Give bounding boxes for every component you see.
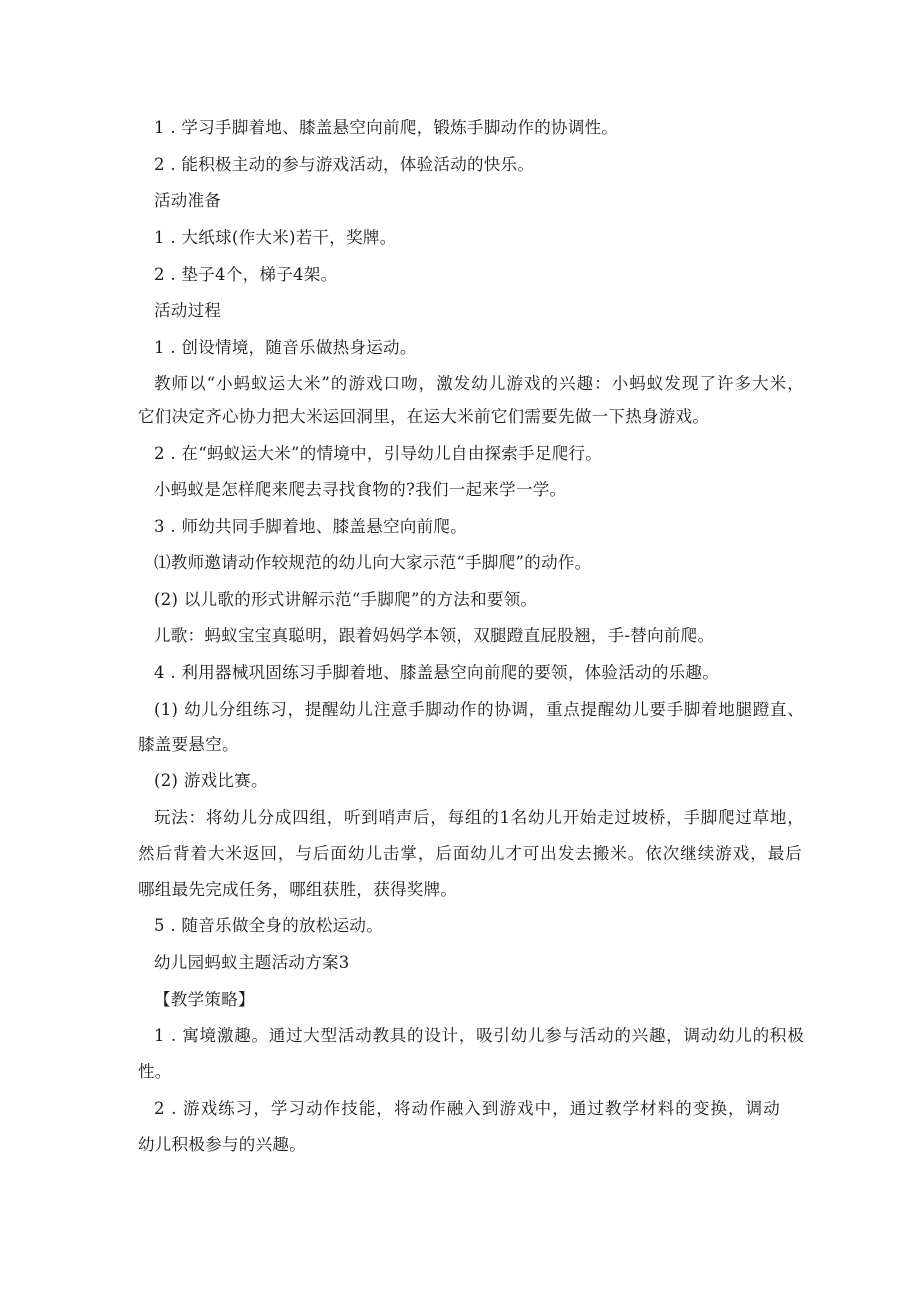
process-step-3: 3 . 师幼共同手脚着地、膝盖悬空向前爬。 — [154, 517, 468, 536]
paragraph-line: 性。 — [138, 1062, 172, 1081]
strategy-2: 2 . 游戏练习，学习动作技能，将动作融入到游戏中，通过教学材料的变换，调动 — [154, 1099, 780, 1118]
prep-1: 1 . 大纸球(作大米)若干，奖牌。 — [154, 228, 397, 247]
paragraph-line: 膝盖要悬空。 — [138, 735, 239, 754]
paragraph-line: 小蚂蚁是怎样爬来爬去寻找食物的?我们一起来学一学。 — [154, 480, 567, 499]
game-rules: 玩法：将幼儿分成四组，听到哨声后，每组的1名幼儿开始走过坡桥，手脚爬过草地， — [154, 808, 804, 827]
sub-item-1: (1) 幼儿分组练习，提醒幼儿注意手脚动作的协调，重点提醒幼儿要手脚着地腿蹬直、 — [154, 700, 804, 719]
section-heading-plan-3: 幼儿园蚂蚁主题活动方案3 — [154, 953, 350, 972]
process-step-2: 2 . 在“蚂蚁运大米”的情境中，引导幼儿自由探索手足爬行。 — [154, 444, 603, 463]
process-step-4: 4 . 利用器械巩固练习手脚着地、膝盖悬空向前爬的要领，体验活动的乐趣。 — [154, 663, 720, 682]
paragraph-line: 它们决定齐心协力把大米运回洞里，在运大米前它们需要先做一下热身游戏。 — [138, 407, 710, 426]
paragraph-line: 教师以“小蚂蚁运大米”的游戏口吻，激发幼儿游戏的兴趣：小蚂蚁发现了许多大米， — [154, 374, 804, 393]
section-heading-strategy: 【教学策略】 — [154, 990, 255, 1009]
sub-item-2: (2) 游戏比赛。 — [154, 771, 268, 790]
section-heading-process: 活动过程 — [154, 301, 222, 320]
strategy-1: 1 . 寓境激趣。通过大型活动教具的设计，吸引幼儿参与活动的兴趣，调动幼儿的积极 — [154, 1026, 804, 1045]
paragraph-line: 哪组最先完成任务，哪组获胜，获得奖牌。 — [138, 880, 458, 899]
section-heading-preparation: 活动准备 — [154, 191, 222, 210]
sub-item-2: (2) 以儿歌的形式讲解示范“手脚爬”的方法和要领。 — [154, 590, 538, 609]
prep-2: 2 . 垫子4个，梯子4架。 — [154, 265, 338, 284]
process-step-1: 1 . 创设情境，随音乐做热身运动。 — [154, 338, 417, 357]
paragraph-line: 然后背着大米返回，与后面幼儿击掌，后面幼儿才可出发去搬米。依次继续游戏，最后 — [138, 844, 802, 863]
paragraph-line: 幼儿积极参与的兴趣。 — [138, 1135, 306, 1154]
goal-1: 1 . 学习手脚着地、膝盖悬空向前爬，锻炼手脚动作的协调性。 — [154, 118, 619, 137]
goal-2: 2 . 能积极主动的参与游戏活动，体验活动的快乐。 — [154, 155, 535, 174]
sub-item-1: ⑴教师邀请动作较规范的幼儿向大家示范“手脚爬”的动作。 — [154, 553, 592, 572]
nursery-rhyme: 儿歌：蚂蚁宝宝真聪明，跟着妈妈学本领，双腿蹬直屁股翘，手-替向前爬。 — [154, 626, 715, 645]
process-step-5: 5 . 随音乐做全身的放松运动。 — [154, 916, 384, 935]
